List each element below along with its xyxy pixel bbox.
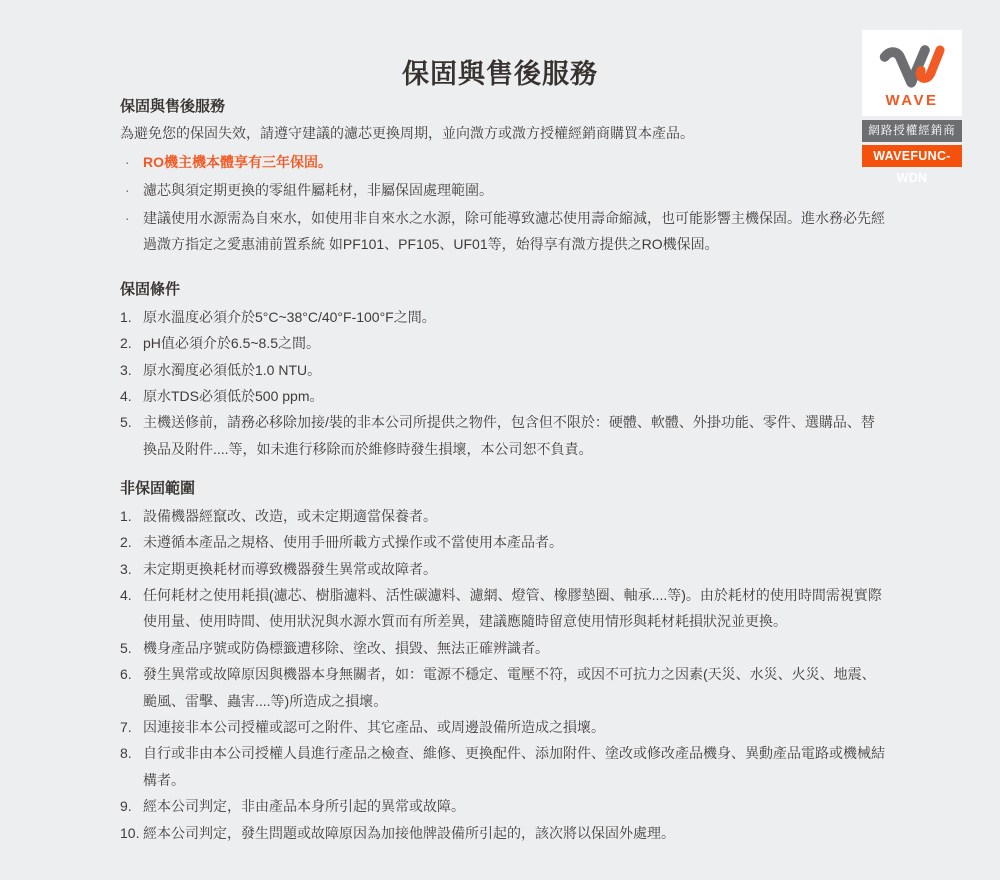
item-number: 3. [120, 560, 132, 577]
dealer-label-badge: 網路授權經銷商 [862, 120, 962, 142]
item-text: pH值必須介於6.5~8.5之間。 [143, 335, 320, 352]
item-text: 未定期更換耗材而導致機器發生異常或故障者。 [143, 560, 437, 577]
item-number: 1. [120, 507, 132, 524]
list-item [120, 357, 886, 383]
item-text: 主機送修前，請務必移除加接/裝的非本公司所提供之物件，包含但不限於：硬體、軟體、外掛功能、零件、選購品、替換品及附件....等，如未進行移除而於維修時發生損壞，本公司恕不負責。 [143, 414, 875, 457]
item-text: 經本公司判定，非由產品本身所引起的異常或故障。 [143, 798, 465, 815]
item-text: 自行或非由本公司授權人員進行產品之檢查、維修、更換配件、添加附件、塗改或修改產品機身、異動產品電路或機械結構者。 [143, 745, 885, 788]
item-text: 機身產品序號或防偽標籤遭移除、塗改、損毀、無法正確辨識者。 [143, 639, 549, 656]
item-text: 原水TDS必須低於500 ppm。 [143, 388, 324, 405]
list-item [120, 304, 886, 330]
list-item [120, 529, 886, 555]
item-number: 2. [120, 534, 132, 551]
bullet-text: RO機主機本體享有三年保固。 [143, 153, 332, 170]
item-number: 4. [120, 586, 132, 603]
section-exclusions [120, 476, 886, 846]
section-conditions [120, 277, 886, 462]
item-number: 3. [120, 361, 132, 378]
list-item [120, 661, 886, 714]
section-heading: 保固條件 [120, 281, 181, 299]
item-number: 9. [120, 798, 132, 815]
wave-w-logo-icon [874, 41, 950, 91]
dealer-code-badge: WAVEFUNC-WDN [862, 145, 962, 167]
item-text: 任何耗材之使用耗損(濾芯、樹脂濾料、活性碳濾料、濾網、燈管、橡膠墊圈、軸承....等)。由於耗材的使用時間需視實際使用量、使用時間、使用狀況與水源水質而有所差異，建議應隨時留意使用情形與耗材耗損狀況並更換。 [143, 586, 882, 630]
item-number: 7. [120, 718, 132, 735]
list-item [120, 820, 886, 846]
list-item [120, 503, 886, 529]
item-text: 發生異常或故障原因與機器本身無關者，如：電源不穩定、電壓不符，或因不可抗力之因素(天災、水災、火災、地震、颱風、雷擊、蟲害....等)所造成之損壞。 [143, 666, 876, 709]
document-body [120, 94, 886, 846]
item-number: 2. [120, 335, 132, 352]
paragraph: 為避免您的保固失效，請遵守建議的濾芯更換周期，並向溦方或溦方授權經銷商購買本產品。 [120, 125, 694, 142]
bullet-marker: · [125, 181, 130, 198]
item-text: 因連接非本公司授權或認可之附件、其它產品、或周邊設備所造成之損壞。 [143, 718, 605, 735]
page-title: 保固與售後服務 [402, 59, 598, 89]
bullet-item [120, 205, 886, 258]
bullet-marker: · [125, 153, 130, 170]
section-heading: 保固與售後服務 [120, 98, 226, 115]
item-number: 5. [120, 414, 132, 431]
list-item [120, 409, 886, 462]
item-number: 4. [120, 388, 132, 405]
bullet-text: 濾芯與須定期更換的零組件屬耗材，非屬保固處理範圍。 [143, 181, 493, 198]
list-item [120, 714, 886, 740]
list-item [120, 793, 886, 819]
list-item [120, 556, 886, 582]
brand-name: WAVE [885, 92, 939, 109]
item-number: 1. [120, 308, 132, 325]
item-text: 原水濁度必須低於1.0 NTU。 [143, 361, 322, 378]
bullet-text: 建議使用水源需為自來水，如使用非自來水之水源，除可能導致濾芯使用壽命縮減，也可能影響主機保固。進水務必先經過溦方指定之愛惠浦前置系統 如PF101、PF105、UF01等，始得享有溦方提供之RO機保固。 [143, 209, 885, 253]
item-text: 設備機器經竄改、改造，或未定期適當保養者。 [143, 507, 437, 524]
section-intro [120, 94, 886, 257]
item-text: 未遵循本產品之規格、使用手冊所載方式操作或不當使用本產品者。 [143, 534, 563, 551]
item-number: 10. [120, 824, 140, 841]
item-number: 5. [120, 639, 132, 656]
item-text: 原水溫度必須介於5°C~38°C/40°F-100°F之間。 [143, 308, 436, 325]
bullet-marker: · [125, 209, 130, 226]
bullet-item [120, 177, 886, 203]
list-item [120, 330, 886, 356]
list-item [120, 383, 886, 409]
bullet-list [120, 149, 886, 258]
item-number: 8. [120, 745, 132, 762]
list-item [120, 740, 886, 793]
section-heading: 非保固範圍 [120, 480, 196, 498]
item-text: 經本公司判定，發生問題或故障原因為加接他牌設備所引起的，該次將以保固外處理。 [143, 824, 675, 841]
item-number: 6. [120, 666, 132, 683]
list-item [120, 582, 886, 635]
bullet-item [120, 149, 886, 175]
list-item [120, 635, 886, 661]
